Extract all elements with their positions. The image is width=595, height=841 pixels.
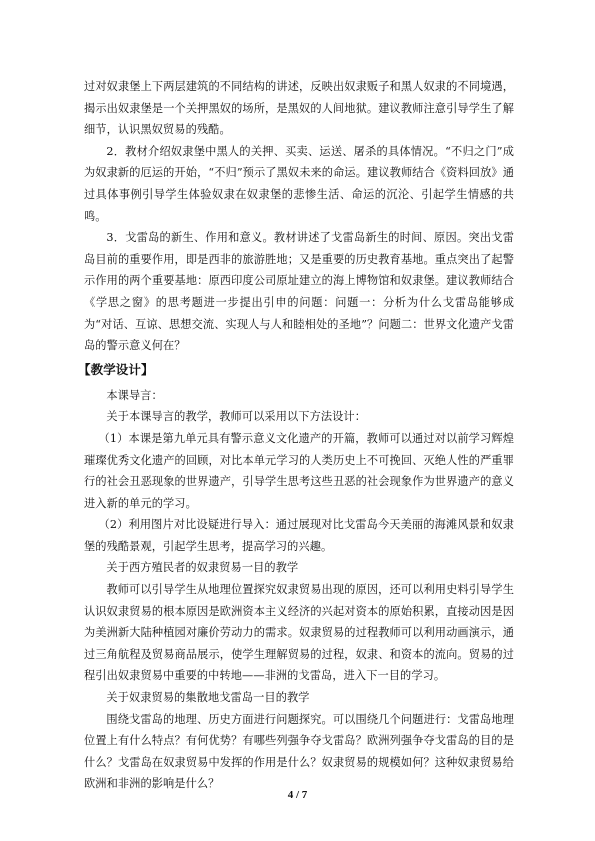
paragraph-slave-fort-conditions: 2．教材介绍奴隶堡中黑人的关押、买卖、运送、屠杀的具体情况。“不归之门”成为奴隶新的厄运的开始，“不归”预示了黑奴未来的命运。建议教师结合《资料回放》通过具体事例引导学生体验奴隶在奴隶堡的悲惨生活、命运的沉沦、引起学生情感的共鸣。	[84, 144, 514, 223]
section-heading-teaching-design: 【教学设计】	[78, 361, 154, 377]
paragraph-intro-methods: 关于本课导言的教学，教师可以采用以下方法设计：	[106, 410, 367, 424]
paragraph-method-2: （2）利用图片对比设疑进行导入：通过展现对比戈雷岛今天美丽的海滩风景和奴隶堡的残酷景观，引起学生思考，提高学习的兴趣。	[84, 518, 514, 553]
paragraph-intro-label: 本课导言：	[106, 388, 163, 402]
paragraph-slave-trade-subheading: 关于西方殖民者的奴隶贸易一目的教学	[106, 561, 299, 575]
page-number: 4 / 7	[287, 789, 308, 801]
paragraph-goree-teaching: 围绕戈雷岛的地理、历史方面进行问题探究。可以围绕几个问题进行：戈雷岛地理位置上有什么特点？有何优势？有哪些列强争夺戈雷岛？欧洲列强争夺戈雷岛的目的是什么？戈雷岛在奴隶贸易中发挥的作用是什么？奴隶贸易的规模如何？这种奴隶贸易给欧洲和非洲的影响是什么？	[84, 712, 514, 791]
paragraph-goree-subheading: 关于奴隶贸易的集散地戈雷岛一目的教学	[106, 691, 310, 705]
paragraph-goree-rebirth: 3．戈雷岛的新生、作用和意义。教材讲述了戈雷岛新生的时间、原因。突出戈雷岛目前的重要作用，即是西非的旅游胜地；又是重要的历史教育基地。重点突出了起警示作用的两个重要基地：原西印度公司原址建立的海上博物馆和奴隶堡。建议教师结合《学思之窗》的思考题进一步提出引申的问题：问题一：分析为什么戈雷岛能够成为“对话、互谅、思想交流、实现人与人和睦相处的圣地”？问题二：世界文化遗产戈雷岛的警示意义何在？	[84, 231, 514, 353]
paragraph-slave-fort-structure: 过对奴隶堡上下两层建筑的不同结构的讲述，反映出奴隶贩子和黑人奴隶的不同境遇，揭示出奴隶堡是一个关押黑奴的场所，是黑奴的人间地狱。建议教师注意引导学生了解细节，认识黑奴贸易的残酷。	[84, 80, 514, 137]
paragraph-method-1: （1）本课是第九单元具有警示意义文化遗产的开篇，教师可以通过对以前学习辉煌璀璨优秀文化遗产的回顾，对比本单元学习的人类历史上不可挽回、灭绝人性的严重罪行的社会丑恶现象的世界遗产，引导学生思考这些丑恶的社会现象作为世界遗产的意义进入新的单元的学习。	[84, 431, 514, 510]
document-page	[78, 76, 514, 795]
paragraph-slave-trade-teaching: 教师可以引导学生从地理位置探究奴隶贸易出现的原因，还可以利用史料引导学生认识奴隶贸易的根本原因是欧洲资本主义经济的兴起对资本的原始积累，直接动因是因为美洲新大陆种植园对廉价劳动力的需求。奴隶贸易的过程教师可以利用动画演示，通过三角航程及贸易商品展示，使学生理解贸易的过程，奴隶、和资本的流向。贸易的过程引出奴隶贸易中重要的中转地——非洲的戈雷岛，进入下一目的学习。	[84, 583, 514, 683]
